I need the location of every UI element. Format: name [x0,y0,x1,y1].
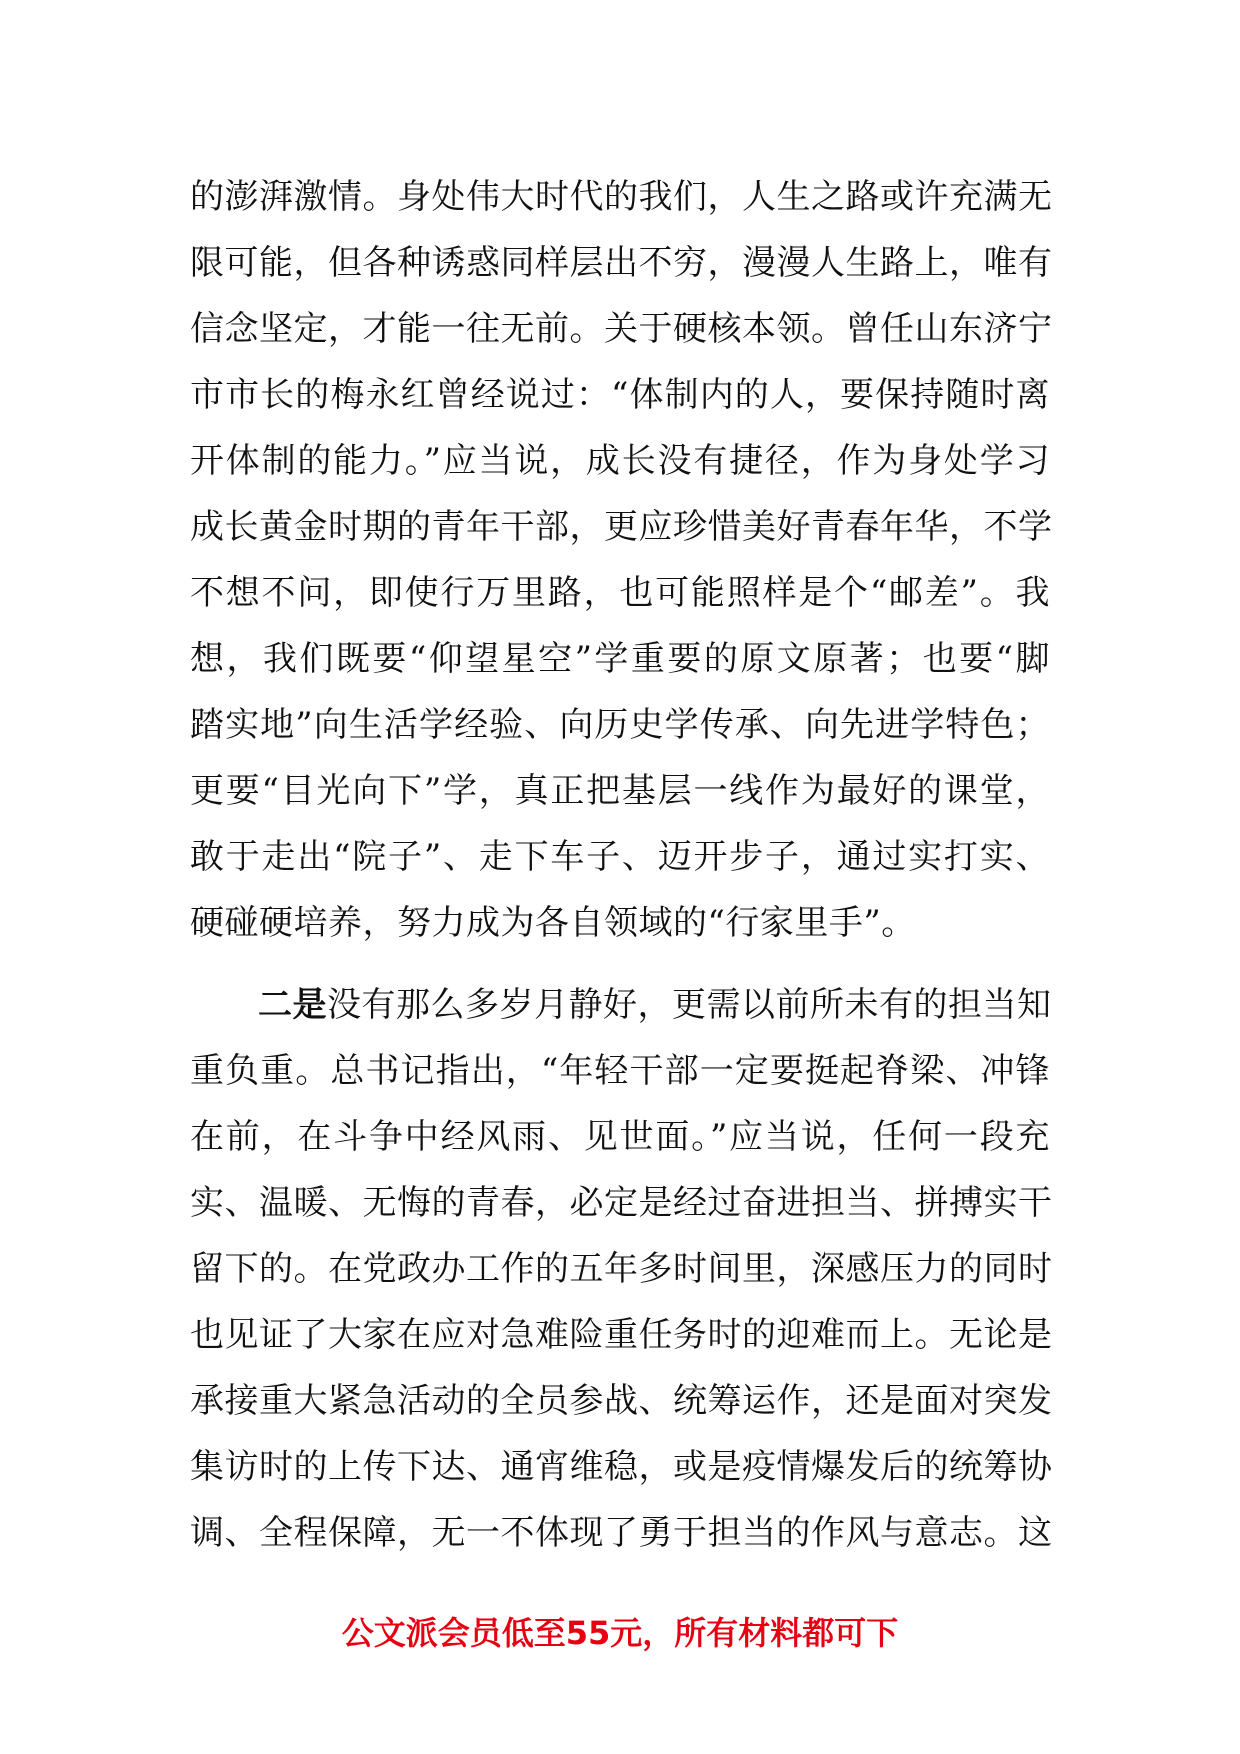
paragraph-line: 重负重。总书记指出，“年轻干部一定要挺起脊梁、冲锋 [190,1051,1050,1091]
paragraph-line: 承接重大紧急活动的全员参战、统筹运作，还是面对突发 [190,1381,1053,1421]
paragraph-line: 调、全程保障，无一不体现了勇于担当的作风与意志。这 [190,1513,1053,1553]
paragraph-lead-label: 二是 [258,985,327,1025]
paragraph-first-line-text: 没有那么多岁月静好，更需以前所未有的担当知 [327,985,1052,1025]
paragraph-2 [190,972,1053,1566]
paragraph-line: 的澎湃激情。身处伟大时代的我们，人生之路或许充满无 [190,177,1053,217]
paragraph-line: 开体制的能力。”应当说，成长没有捷径，作为身处学习 [190,441,1050,481]
paragraph-first-line [190,972,1050,1038]
paragraph-line: 踏实地”向生活学经验、向历史学传承、向先进学特色； [190,705,1050,745]
paragraph-line: 集访时的上传下达、通宵维稳，或是疫情爆发后的统筹协 [190,1447,1053,1487]
paragraph-line: 留下的。在党政办工作的五年多时间里，深感压力的同时 [190,1249,1053,1289]
paragraph-line: 想，我们既要“仰望星空”学重要的原文原著；也要“脚 [190,639,1050,679]
paragraph-line: 硬碰硬培养，努力成为各自领域的“行家里手”。 [190,903,916,943]
paragraph-line: 实、温暖、无悔的青春，必定是经过奋进担当、拼搏实干 [190,1183,1053,1223]
paragraph-line: 更要“目光向下”学，真正把基层一线作为最好的课堂， [190,771,1050,811]
paragraph-line: 在前，在斗争中经风雨、见世面。”应当说，任何一段充 [190,1117,1050,1157]
paragraph-line: 限可能，但各种诱惑同样层出不穷，漫漫人生路上，唯有 [190,243,1053,283]
paragraph-line: 不想不问，即使行万里路，也可能照样是个“邮差”。我 [190,573,1050,613]
paragraph-line: 敢于走出“院子”、走下车子、迈开步子，通过实打实、 [190,837,1050,877]
promo-banner[interactable]: 公文派会员低至55元，所有材料都可下 [341,1614,899,1652]
paragraph-line: 成长黄金时期的青年干部，更应珍惜美好青春年华，不学 [190,507,1053,547]
paragraph-1 [190,164,1053,956]
paragraph-line: 市市长的梅永红曾经说过：“体制内的人，要保持随时离 [190,375,1050,415]
paragraph-line: 信念坚定，才能一往无前。关于硬核本领。曾任山东济宁 [190,309,1053,349]
paragraph-line: 也见证了大家在应对急难险重任务时的迎难而上。无论是 [190,1315,1053,1355]
